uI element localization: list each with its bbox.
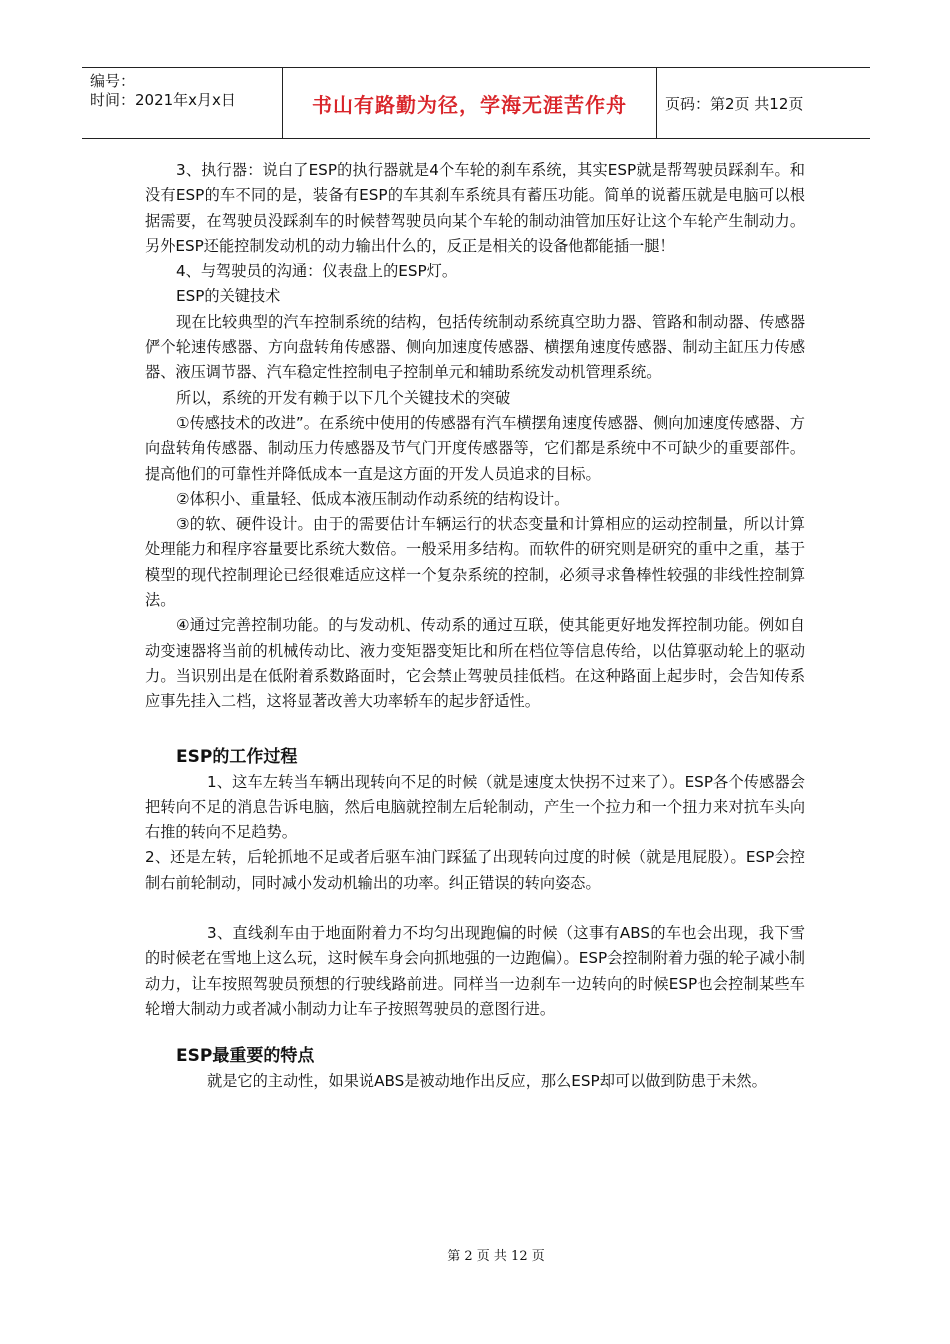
paragraph: 4、与驾驶员的沟通：仪表盘上的ESP灯。 (176, 262, 458, 281)
paragraph: 3、直线刹车由于地面附着力不均匀出现跑偏的时候（这事有ABS的车也会出现，我下雪的时候老在雪地上这么玩，这时候车身会向抓地强的一边跑偏）。ESP会控制附着力强的轮子减小制动力，让车按照驾驶员预想的行驶线路前进。同样当一边刹车一边转向的时候ESP也会控制某些车轮增大制动力或者减小制动力让车子按照驾驶员的意图行进。 (145, 924, 805, 1018)
doc-code-label: 编号： (90, 72, 136, 90)
section-title: ESP最重要的特点 (176, 1046, 315, 1067)
paragraph: 就是它的主动性，如果说ABS是被动地作出反应，那么ESP却可以做到防患于未然。 (207, 1072, 767, 1091)
paragraph: ②体积小、重量轻、低成本液压制动作动系统的结构设计。 (176, 489, 570, 508)
header-page-number: 页码：第2页 共12页 (665, 94, 804, 113)
header-page-cell (657, 68, 870, 138)
paragraph: ①传感技术的改进”。在系统中使用的传感器有汽车横摆角速度传感器、侧向加速度传感器、方向盘转角传感器、制动压力传感器及节气门开度传感器等，它们都是系统中不可缺少的重要部件。提高他们的可靠性并降低成本一直是这方面的开发人员追求的目标。 (145, 413, 805, 483)
doc-date-label: 时间：2021年x月x日 (90, 91, 236, 109)
document-body (145, 158, 805, 1095)
header-motto: 书山有路勤为径，学海无涯苦作舟 (312, 92, 627, 117)
page-header (82, 67, 870, 139)
paragraph: 1、这车左转当车辆出现转向不足的时候（就是速度太快拐不过来了）。ESP各个传感器会把转向不足的消息告诉电脑，然后电脑就控制左后轮制动，产生一个拉力和一个扭力来对抗车头向右推的转向不足趋势。 (145, 772, 805, 842)
paragraph: ④通过完善控制功能。的与发动机、传动系的通过互联，使其能更好地发挥控制功能。例如自动变速器将当前的机械传动比、液力变矩器变矩比和所在档位等信息传给，以估算驱动轮上的驱动力。当识别出是在低附着系数路面时，它会禁止驾驶员挂低档。在这种路面上起步时，会告知传系应事先挂入二档，这将显著改善大功率轿车的起步舒适性。 (145, 616, 805, 711)
section-title: ESP的工作过程 (176, 746, 298, 767)
footer-page-number: 第 2 页 共 12 页 (447, 1249, 545, 1264)
paragraph: ③的软、硬件设计。由于的需要估计车辆运行的状态变量和计算相应的运动控制量，所以计算处理能力和程序容量要比系统大数倍。一般采用多结构。而软件的研究则是研究的重中之重，基于模型的现代控制理论已经很难适应这样一个复杂系统的控制，必须寻求鲁棒性较强的非线性控制算法。 (145, 515, 805, 610)
page-footer (0, 1245, 950, 1264)
header-motto-cell (283, 68, 657, 138)
header-meta-cell (82, 68, 283, 138)
paragraph: 2、还是左转，后轮抓地不足或者后驱车油门踩猛了出现转向过度的时候（就是甩屁股）。ESP会控制右前轮制动，同时减小发动机输出的功率。纠正错误的转向姿态。 (145, 848, 805, 892)
paragraph: 3、执行器：说白了ESP的执行器就是4个车轮的刹车系统，其实ESP就是帮驾驶员踩刹车。和没有ESP的车不同的是，装备有ESP的车其刹车系统具有蓄压功能。简单的说蓄压就是电脑可以根据需要，在驾驶员没踩刹车的时候替驾驶员向某个车轮的制动油管加压好让这个车轮产生制动力。另外ESP还能控制发动机的动力输出什么的，反正是相关的设备他都能插一腿！ (145, 161, 805, 255)
paragraph-subheading: ESP的关键技术 (176, 287, 281, 306)
paragraph: 现在比较典型的汽车控制系统的结构，包括传统制动系统真空助力器、管路和制动器、传感器俨个轮速传感器、方向盘转角传感器、侧向加速度传感器、横摆角速度传感器、制动主缸压力传感器、液压调节器、汽车稳定性控制电子控制单元和辅助系统发动机管理系统。 (145, 312, 805, 382)
paragraph: 所以，系统的开发有赖于以下几个关键技术的突破 (176, 388, 511, 407)
